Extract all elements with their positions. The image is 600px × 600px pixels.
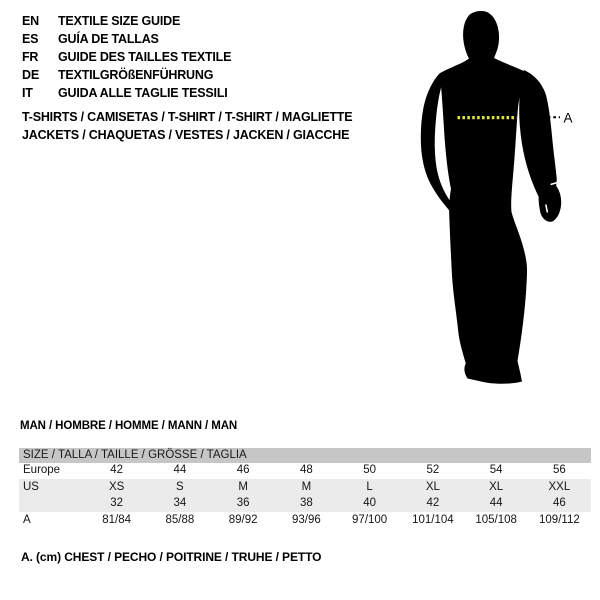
size-cell: M bbox=[301, 480, 312, 493]
size-table-header-label: SIZE / TALLA / TAILLE / GRÖSSE / TAGLIA bbox=[19, 448, 591, 463]
size-cell: XXL bbox=[548, 480, 571, 493]
language-code: EN bbox=[22, 14, 39, 28]
size-cell: L bbox=[366, 480, 373, 493]
man-silhouette-figure bbox=[390, 0, 600, 400]
language-row-es bbox=[22, 30, 231, 48]
size-cell: 101/104 bbox=[412, 514, 454, 527]
size-cell: S bbox=[176, 480, 184, 493]
table-row-us bbox=[19, 479, 591, 496]
size-cell: 81/84 bbox=[102, 514, 132, 527]
size-cell: 46 bbox=[236, 464, 250, 477]
size-cell: 93/96 bbox=[291, 514, 321, 527]
size-cell: 38 bbox=[299, 497, 313, 510]
language-label: GUIDE DES TAILLES TEXTILE bbox=[58, 50, 232, 64]
size-cell: M bbox=[238, 480, 248, 493]
size-cell: 32 bbox=[110, 497, 124, 510]
size-cell: 105/108 bbox=[475, 514, 517, 527]
language-list bbox=[22, 12, 231, 102]
language-label: TEXTILE SIZE GUIDE bbox=[58, 14, 181, 28]
row-label bbox=[19, 496, 85, 512]
size-cell: 44 bbox=[173, 464, 187, 477]
size-cell: XL bbox=[489, 480, 504, 493]
row-label: A bbox=[23, 514, 31, 527]
size-cell: 42 bbox=[426, 497, 440, 510]
size-cell: 50 bbox=[363, 464, 377, 477]
measure-label-a: A bbox=[563, 110, 573, 126]
size-cell: 46 bbox=[552, 497, 566, 510]
man-body-shape bbox=[440, 11, 530, 384]
category-tshirts: T-SHIRTS / CAMISETAS / T-SHIRT / T-SHIRT / MAGLIETTE bbox=[22, 110, 353, 124]
size-cell: 85/88 bbox=[165, 514, 195, 527]
language-code: ES bbox=[22, 32, 39, 46]
table-row-us-numeric bbox=[19, 496, 591, 512]
table-row-europe bbox=[19, 463, 591, 479]
language-label: GUÍA DE TALLAS bbox=[58, 32, 159, 46]
size-table bbox=[19, 448, 591, 530]
language-label: GUIDA ALLE TAGLIE TESSILI bbox=[58, 86, 228, 100]
size-table-header-row bbox=[19, 448, 591, 463]
row-label: US bbox=[23, 480, 39, 493]
row-label: Europe bbox=[23, 464, 61, 477]
size-cell: 56 bbox=[552, 464, 566, 477]
language-row-de bbox=[22, 66, 231, 84]
category-list bbox=[22, 108, 352, 144]
size-cell: 44 bbox=[489, 497, 503, 510]
section-title-man: MAN / HOMBRE / HOMME / MANN / MAN bbox=[20, 420, 238, 432]
measure-footnote: A. (cm) CHEST / PECHO / POITRINE / TRUHE / PETTO bbox=[21, 550, 322, 564]
size-cell: 48 bbox=[299, 464, 313, 477]
man-silhouette-svg bbox=[390, 0, 600, 400]
language-code: DE bbox=[22, 68, 39, 82]
size-cell: 40 bbox=[363, 497, 377, 510]
language-code: FR bbox=[22, 50, 39, 64]
size-cell: 34 bbox=[173, 497, 187, 510]
language-row-en bbox=[22, 12, 231, 30]
size-cell: 42 bbox=[110, 464, 124, 477]
table-row-a-chest bbox=[19, 512, 591, 530]
language-row-it bbox=[22, 84, 231, 102]
size-cell: 97/100 bbox=[352, 514, 388, 527]
size-cell: XS bbox=[108, 480, 125, 493]
size-cell: 109/112 bbox=[539, 514, 580, 527]
language-row-fr bbox=[22, 48, 231, 66]
size-cell: 36 bbox=[236, 497, 250, 510]
size-cell: XL bbox=[425, 480, 440, 493]
size-cell: 54 bbox=[489, 464, 503, 477]
size-cell: 89/92 bbox=[228, 514, 258, 527]
category-jackets: JACKETS / CHAQUETAS / VESTES / JACKEN / GIACCHE bbox=[22, 128, 350, 142]
language-code: IT bbox=[22, 86, 33, 100]
man-right-arm-shape bbox=[519, 70, 561, 222]
language-label: TEXTILGRÖßENFÜHRUNG bbox=[58, 68, 214, 82]
size-cell: 52 bbox=[426, 464, 440, 477]
